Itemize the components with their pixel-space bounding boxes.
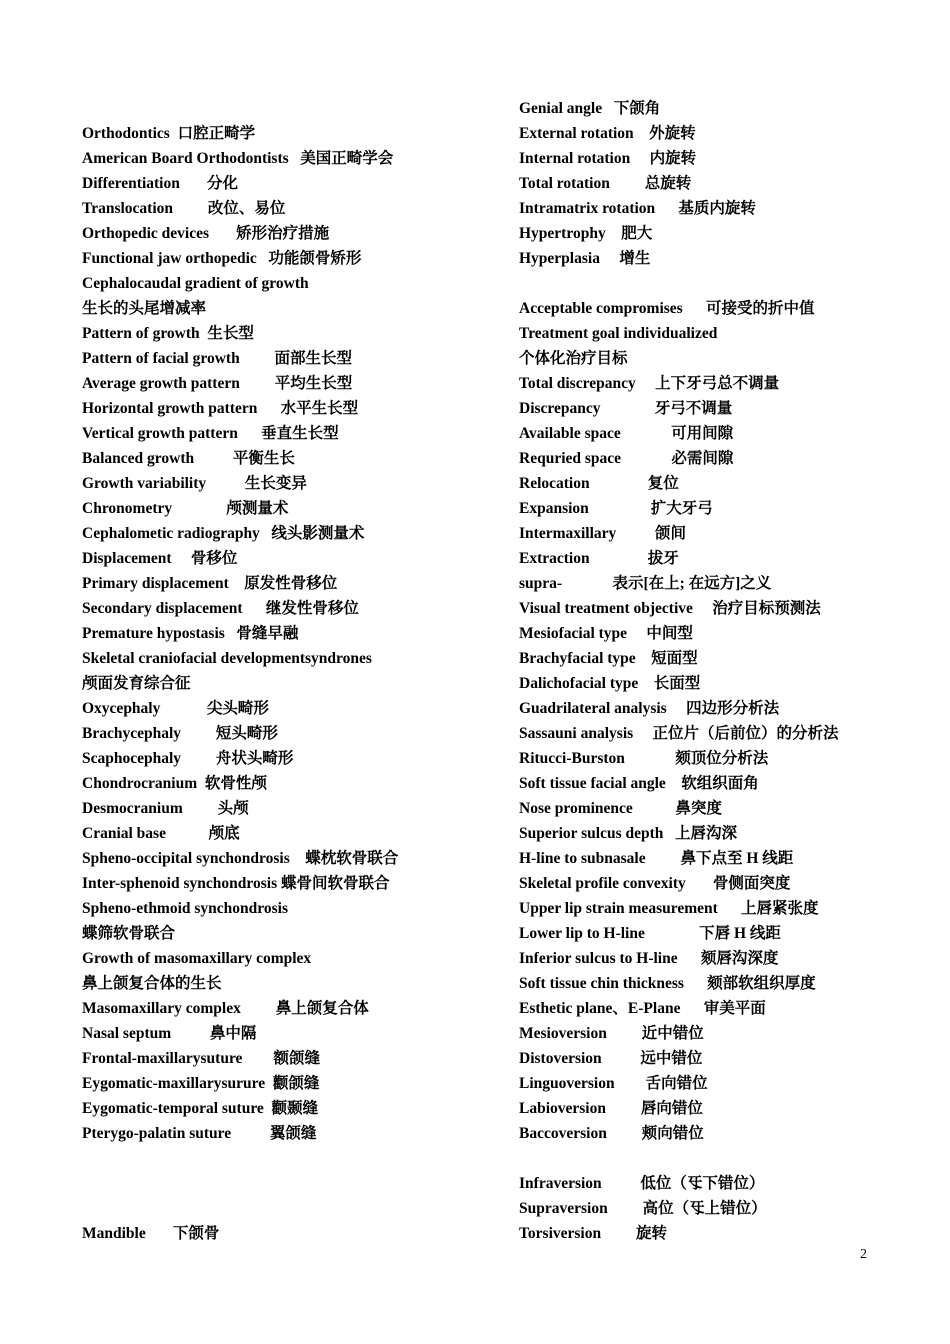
glossary-entry: Masomaxillary complex 鼻上颌复合体 (82, 1000, 369, 1017)
glossary-entry: Secondary displacement 继发性骨移位 (82, 600, 359, 617)
glossary-entry: Inter-sphenoid synchondrosis 蝶骨间软骨联合 (82, 875, 390, 892)
glossary-entry: Cranial base 颅底 (82, 825, 240, 842)
glossary-entry: Hypertrophy 肥大 (519, 225, 653, 242)
glossary-entry: Average growth pattern 平均生长型 (82, 375, 353, 392)
glossary-entry: Growth variability 生长变异 (82, 475, 307, 492)
glossary-entry: Dalichofacial type 长面型 (519, 675, 701, 692)
glossary-entry: Pattern of growth 生长型 (82, 325, 254, 342)
glossary-entry: Vertical growth pattern 垂直生长型 (82, 425, 339, 442)
glossary-entry: Nasal septum 鼻中隔 (82, 1025, 257, 1042)
page-number: 2 (860, 1247, 867, 1262)
glossary-entry: Torsiversion 旋转 (519, 1225, 667, 1242)
glossary-entry: Expansion 扩大牙弓 (519, 500, 713, 517)
glossary-entry: Genial angle 下颌角 (519, 100, 661, 117)
glossary-entry: Hyperplasia 增生 (519, 250, 651, 267)
glossary-entry: Premature hypostasis 骨缝早融 (82, 625, 299, 642)
glossary-entry: Requried space 必需间隙 (519, 450, 734, 467)
glossary-entry: Orthopedic devices 矫形治疗措施 (82, 225, 330, 242)
glossary-entry: 蝶筛软骨联合 (82, 925, 176, 942)
glossary-entry: Pattern of facial growth 面部生长型 (82, 350, 353, 367)
glossary-entry: 个体化治疗目标 (519, 350, 628, 367)
glossary-entry: Chronometry 颅测量术 (82, 500, 289, 517)
glossary-entry (519, 271, 919, 296)
glossary-entry: Esthetic plane、E-Plane 审美平面 (519, 1000, 766, 1017)
glossary-entry: Upper lip strain measurement 上唇紧张度 (519, 900, 819, 917)
glossary-entry: Spheno-occipital synchondrosis 蝶枕软骨联合 (82, 850, 399, 867)
glossary-entry: Spheno-ethmoid synchondrosis (82, 900, 289, 917)
glossary-entry: Frontal-maxillarysuture 额颌缝 (82, 1050, 320, 1067)
glossary-entry: American Board Orthodontists 美国正畸学会 (82, 150, 394, 167)
glossary-entry: 鼻上颌复合体的生长 (82, 975, 222, 992)
glossary-entry: Intermaxillary 颌间 (519, 525, 687, 542)
glossary-entry: Differentiation 分化 (82, 175, 238, 192)
glossary-entry: Translocation 改位、易位 (82, 200, 286, 217)
glossary-entry: Labioversion 唇向错位 (519, 1100, 703, 1117)
glossary-entry: Relocation 复位 (519, 475, 679, 492)
glossary-entry: Sassauni analysis 正位片（后前位）的分析法 (519, 725, 839, 742)
glossary-entry: Skeletal craniofacial developmentsyndrones (82, 650, 372, 667)
glossary-entry (82, 1171, 502, 1196)
glossary-entry: Oxycephaly 尖头畸形 (82, 700, 269, 717)
glossary-entry: Chondrocranium 软骨性颅 (82, 775, 267, 792)
glossary-entry: Intramatrix rotation 基质内旋转 (519, 200, 756, 217)
glossary-entry: H-line to subnasale 鼻下点至 H 线距 (519, 850, 794, 867)
glossary-entry: Mesiofacial type 中间型 (519, 625, 693, 642)
glossary-entry: 颅面发育综合征 (82, 675, 191, 692)
glossary-entry: Inferior sulcus to H-line 颏唇沟深度 (519, 950, 779, 967)
glossary-entry: Guadrilateral analysis 四边形分析法 (519, 700, 780, 717)
glossary-entry: Available space 可用间隙 (519, 425, 734, 442)
glossary-entry: Extraction 拔牙 (519, 550, 679, 567)
glossary-entry: Horizontal growth pattern 水平生长型 (82, 400, 359, 417)
glossary-entry: Cephalocaudal gradient of growth (82, 275, 309, 292)
glossary-entry (82, 1196, 502, 1221)
glossary-entry: Skeletal profile convexity 骨侧面突度 (519, 875, 791, 892)
glossary-entry: Scaphocephaly 舟状头畸形 (82, 750, 294, 767)
glossary-entry: Discrepancy 牙弓不调量 (519, 400, 733, 417)
glossary-entry: Brachycephaly 短头畸形 (82, 725, 278, 742)
glossary-entry: Ritucci-Burston 颏顶位分析法 (519, 750, 769, 767)
glossary-entry: Acceptable compromises 可接受的折中值 (519, 300, 815, 317)
glossary-entry: Orthodontics 口腔正畸学 (82, 125, 256, 142)
right-column (519, 96, 919, 1246)
glossary-entry: Mesioversion 近中错位 (519, 1025, 704, 1042)
glossary-entry: Superior sulcus depth 上唇沟深 (519, 825, 738, 842)
glossary-entry: Cephalometic radiography 线头影测量术 (82, 525, 365, 542)
glossary-entry: Treatment goal individualized (519, 325, 718, 342)
glossary-entry: Pterygo-palatin suture 翼颌缝 (82, 1125, 317, 1142)
glossary-entry (519, 1146, 919, 1171)
glossary-entry: Lower lip to H-line 下唇 H 线距 (519, 925, 781, 942)
glossary-entry: Eygomatic-maxillarysurure 颧颌缝 (82, 1075, 320, 1092)
glossary-entry: Total discrepancy 上下牙弓总不调量 (519, 375, 780, 392)
glossary-entry: Displacement 骨移位 (82, 550, 238, 567)
glossary-entry: Brachyfacial type 短面型 (519, 650, 698, 667)
glossary-entry: Primary displacement 原发性骨移位 (82, 575, 338, 592)
glossary-entry (82, 1146, 502, 1171)
glossary-entry: Nose prominence 鼻突度 (519, 800, 722, 817)
glossary-entry: Growth of masomaxillary complex (82, 950, 312, 967)
glossary-entry: 生长的头尾增减率 (82, 300, 207, 317)
glossary-entry: Desmocranium 头颅 (82, 800, 249, 817)
glossary-entry: Distoversion 远中错位 (519, 1050, 703, 1067)
left-column (82, 96, 502, 1246)
glossary-entry: Soft tissue facial angle 软组织面角 (519, 775, 759, 792)
glossary-entry: Balanced growth 平衡生长 (82, 450, 295, 467)
glossary-entry: Mandible 下颌骨 (82, 1225, 220, 1242)
glossary-entry: Infraversion 低位（㸦下错位） (519, 1175, 765, 1192)
glossary-entry: Functional jaw orthopedic 功能颌骨矫形 (82, 250, 362, 267)
glossary-entry: Soft tissue chin thickness 颏部软组织厚度 (519, 975, 816, 992)
glossary-entry: External rotation 外旋转 (519, 125, 696, 142)
glossary-entry: Linguoversion 舌向错位 (519, 1075, 708, 1092)
glossary-entry: Supraversion 高位（㸦上错位） (519, 1200, 767, 1217)
glossary-entry: Visual treatment objective 治疗目标预测法 (519, 600, 821, 617)
glossary-entry: Total rotation 总旋转 (519, 175, 692, 192)
glossary-entry: supra- 表示[在上; 在远方]之义 (519, 575, 772, 592)
glossary-entry: Eygomatic-temporal suture 颧颞缝 (82, 1100, 319, 1117)
glossary-entry: Baccoversion 颊向错位 (519, 1125, 704, 1142)
glossary-entry (82, 96, 502, 121)
glossary-entry: Internal rotation 内旋转 (519, 150, 697, 167)
